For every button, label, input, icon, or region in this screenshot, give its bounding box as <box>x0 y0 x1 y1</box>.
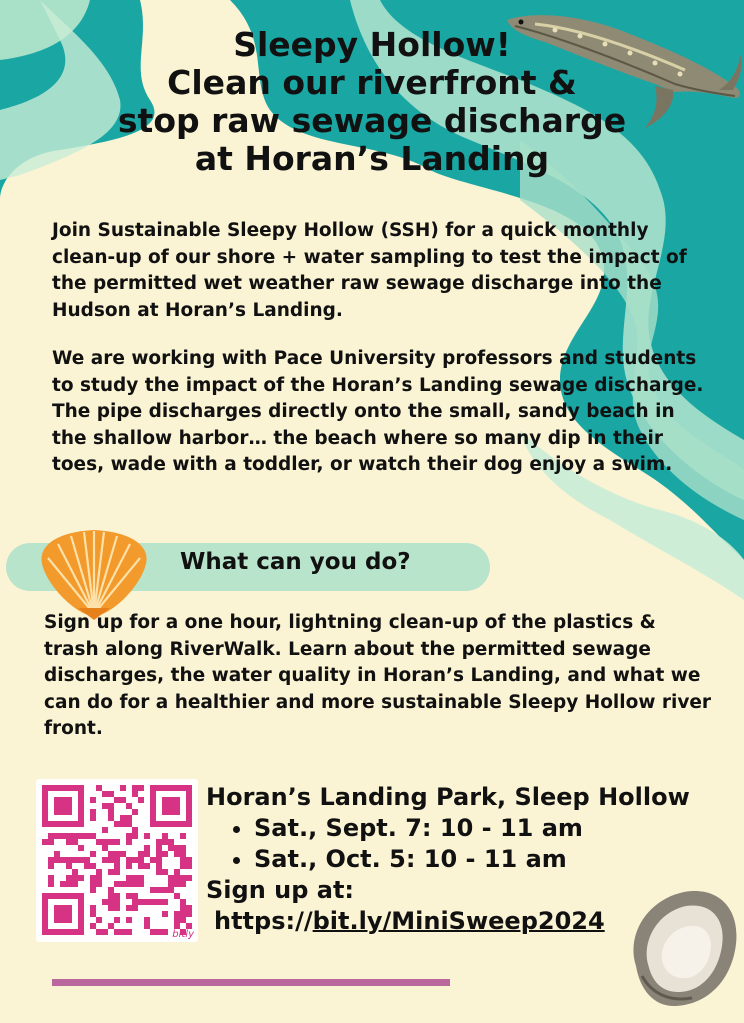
sturgeon-fish-icon <box>505 6 744 135</box>
qr-code-icon <box>42 785 192 935</box>
event-location: Horan’s Landing Park, Sleep Hollow <box>206 783 690 811</box>
study-paragraph: We are working with Pace University professors and students to study the impact of the Horan’s Landing sewage discharge. The pipe discharges directly onto the small, sandy beach in the shallow harbor… the beach where so many dip in their toes, wade with a toddler, or watch their dog enjoy a swim. <box>52 348 704 475</box>
signup-qr-code[interactable] <box>36 779 198 942</box>
event-dates-list <box>206 813 690 875</box>
action-paragraph: Sign up for a one hour, lightning clean-up of the plastics & trash along RiverWalk. Learn about the permitted sewage discharges, the water quality in Horan’s Landing, and what we can do for a healthier and more sustainable Sleepy Hollow river front. <box>44 612 712 739</box>
event-details <box>206 782 690 937</box>
title-line: stop raw sewage discharge <box>117 101 627 140</box>
qr-brand-label: bitly <box>172 929 194 940</box>
oyster-shell-icon <box>622 886 742 1014</box>
event-date: • Sat., Sept. 7: 10 - 11 am <box>254 813 690 844</box>
event-date: • Sat., Oct. 5: 10 - 11 am <box>254 844 690 875</box>
signup-link-prefix: https:// <box>214 907 313 935</box>
intro-paragraph: Join Sustainable Sleepy Hollow (SSH) for a quick monthly clean-up of our shore + water sampling to test the impact of the permitted wet weather raw sewage discharge into the Hudson at Horan’s Landing. <box>52 220 687 321</box>
signup-label: Sign up at: <box>206 876 355 904</box>
signup-link-text[interactable]: bit.ly/MiniSweep2024 <box>312 907 605 935</box>
signup-link[interactable] <box>206 906 690 937</box>
section-heading: What can you do? <box>180 549 411 575</box>
title-line: at Horan’s Landing <box>194 139 550 178</box>
title-line: Clean our riverfront & <box>167 63 577 102</box>
title-line: Sleepy Hollow! <box>233 25 511 64</box>
footer-divider <box>52 979 450 986</box>
